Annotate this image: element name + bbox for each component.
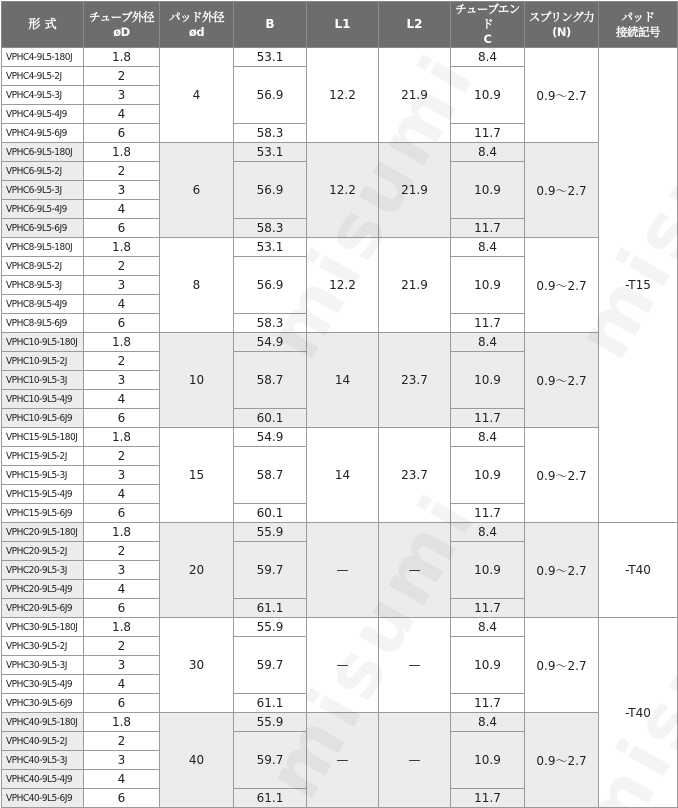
header-l2: L2 <box>379 2 451 48</box>
model-cell: VPHC30-9L5-2J <box>2 637 84 656</box>
pad-connection-cell: -T40 <box>599 523 678 618</box>
tube-od-cell: 2 <box>84 162 160 181</box>
spring-force-cell: 0.9～2.7 <box>525 523 599 618</box>
tube-end-cell: 11.7 <box>451 314 525 333</box>
b-cell: 59.7 <box>234 732 307 789</box>
model-cell: VPHC30-9L5-6J9 <box>2 694 84 713</box>
tube-od-cell: 3 <box>84 371 160 390</box>
tube-end-cell: 10.9 <box>451 162 525 219</box>
model-cell: VPHC6-9L5-3J <box>2 181 84 200</box>
model-cell: VPHC40-9L5-4J9 <box>2 770 84 789</box>
tube-od-cell: 2 <box>84 542 160 561</box>
tube-end-cell: 8.4 <box>451 48 525 67</box>
model-cell: VPHC40-9L5-180J <box>2 713 84 732</box>
model-cell: VPHC4-9L5-3J <box>2 86 84 105</box>
model-cell: VPHC15-9L5-2J <box>2 447 84 466</box>
tube-od-cell: 6 <box>84 409 160 428</box>
model-cell: VPHC6-9L5-180J <box>2 143 84 162</box>
model-cell: VPHC20-9L5-4J9 <box>2 580 84 599</box>
tube-od-cell: 3 <box>84 656 160 675</box>
table-body <box>2 48 678 808</box>
spring-force-cell: 0.9～2.7 <box>525 48 599 143</box>
model-cell: VPHC6-9L5-2J <box>2 162 84 181</box>
tube-od-cell: 6 <box>84 504 160 523</box>
pad-connection-cell: -T15 <box>599 48 678 523</box>
l2-cell: 21.9 <box>379 48 451 143</box>
b-cell: 53.1 <box>234 143 307 162</box>
tube-od-cell: 6 <box>84 314 160 333</box>
model-cell: VPHC15-9L5-4J9 <box>2 485 84 504</box>
tube-od-cell: 1.8 <box>84 48 160 67</box>
l1-cell: — <box>307 618 379 713</box>
header-b: B <box>234 2 307 48</box>
pad-od-cell: 15 <box>160 428 234 523</box>
model-cell: VPHC30-9L5-180J <box>2 618 84 637</box>
l2-cell: — <box>379 713 451 808</box>
tube-end-cell: 8.4 <box>451 618 525 637</box>
tube-od-cell: 4 <box>84 580 160 599</box>
tube-od-cell: 6 <box>84 219 160 238</box>
tube-end-cell: 11.7 <box>451 219 525 238</box>
tube-end-cell: 10.9 <box>451 67 525 124</box>
b-cell: 61.1 <box>234 599 307 618</box>
b-cell: 54.9 <box>234 428 307 447</box>
table-row <box>2 618 678 637</box>
tube-od-cell: 1.8 <box>84 618 160 637</box>
b-cell: 59.7 <box>234 542 307 599</box>
model-cell: VPHC30-9L5-3J <box>2 656 84 675</box>
tube-od-cell: 2 <box>84 732 160 751</box>
table-row <box>2 428 678 447</box>
model-cell: VPHC8-9L5-3J <box>2 276 84 295</box>
b-cell: 53.1 <box>234 238 307 257</box>
l1-cell: 14 <box>307 333 379 428</box>
tube-od-cell: 2 <box>84 447 160 466</box>
tube-od-cell: 3 <box>84 276 160 295</box>
spring-force-cell: 0.9～2.7 <box>525 238 599 333</box>
b-cell: 60.1 <box>234 409 307 428</box>
model-cell: VPHC4-9L5-180J <box>2 48 84 67</box>
header-spring: スプリング力 (N) <box>525 2 599 48</box>
header-pad-od: パッド外径 ød <box>160 2 234 48</box>
l1-cell: 12.2 <box>307 48 379 143</box>
model-cell: VPHC40-9L5-3J <box>2 751 84 770</box>
tube-od-cell: 4 <box>84 485 160 504</box>
tube-od-cell: 6 <box>84 694 160 713</box>
tube-od-cell: 6 <box>84 789 160 808</box>
model-cell: VPHC4-9L5-2J <box>2 67 84 86</box>
model-cell: VPHC8-9L5-180J <box>2 238 84 257</box>
l1-cell: 12.2 <box>307 143 379 238</box>
model-cell: VPHC15-9L5-180J <box>2 428 84 447</box>
tube-end-cell: 11.7 <box>451 409 525 428</box>
pad-od-cell: 8 <box>160 238 234 333</box>
header-model: 形 式 <box>2 2 84 48</box>
header-pad-connection: パッド 接続記号 <box>599 2 678 48</box>
tube-end-cell: 8.4 <box>451 143 525 162</box>
model-cell: VPHC40-9L5-2J <box>2 732 84 751</box>
table-row <box>2 333 678 352</box>
tube-od-cell: 2 <box>84 67 160 86</box>
pad-od-cell: 6 <box>160 143 234 238</box>
table-row <box>2 713 678 732</box>
l1-cell: 12.2 <box>307 238 379 333</box>
b-cell: 60.1 <box>234 504 307 523</box>
tube-od-cell: 2 <box>84 637 160 656</box>
table-row <box>2 48 678 67</box>
tube-end-cell: 10.9 <box>451 732 525 789</box>
model-cell: VPHC20-9L5-2J <box>2 542 84 561</box>
tube-end-cell: 11.7 <box>451 599 525 618</box>
tube-end-cell: 10.9 <box>451 352 525 409</box>
spring-force-cell: 0.9～2.7 <box>525 428 599 523</box>
model-cell: VPHC15-9L5-6J9 <box>2 504 84 523</box>
model-cell: VPHC10-9L5-6J9 <box>2 409 84 428</box>
model-cell: VPHC20-9L5-180J <box>2 523 84 542</box>
tube-end-cell: 10.9 <box>451 542 525 599</box>
model-cell: VPHC20-9L5-6J9 <box>2 599 84 618</box>
tube-end-cell: 8.4 <box>451 523 525 542</box>
model-cell: VPHC8-9L5-6J9 <box>2 314 84 333</box>
pad-od-cell: 20 <box>160 523 234 618</box>
spring-force-cell: 0.9～2.7 <box>525 713 599 808</box>
tube-od-cell: 1.8 <box>84 333 160 352</box>
table-row <box>2 238 678 257</box>
b-cell: 55.9 <box>234 523 307 542</box>
tube-od-cell: 4 <box>84 390 160 409</box>
tube-od-cell: 6 <box>84 599 160 618</box>
model-cell: VPHC8-9L5-2J <box>2 257 84 276</box>
tube-od-cell: 4 <box>84 105 160 124</box>
b-cell: 61.1 <box>234 694 307 713</box>
model-cell: VPHC20-9L5-3J <box>2 561 84 580</box>
model-cell: VPHC10-9L5-3J <box>2 371 84 390</box>
l2-cell: 23.7 <box>379 333 451 428</box>
tube-od-cell: 2 <box>84 352 160 371</box>
model-cell: VPHC10-9L5-180J <box>2 333 84 352</box>
model-cell: VPHC4-9L5-6J9 <box>2 124 84 143</box>
pad-od-cell: 10 <box>160 333 234 428</box>
b-cell: 53.1 <box>234 48 307 67</box>
tube-end-cell: 8.4 <box>451 238 525 257</box>
b-cell: 58.3 <box>234 124 307 143</box>
tube-end-cell: 8.4 <box>451 428 525 447</box>
b-cell: 58.7 <box>234 352 307 409</box>
model-cell: VPHC15-9L5-3J <box>2 466 84 485</box>
tube-od-cell: 4 <box>84 295 160 314</box>
tube-end-cell: 8.4 <box>451 333 525 352</box>
header-l1: L1 <box>307 2 379 48</box>
tube-od-cell: 4 <box>84 200 160 219</box>
pad-od-cell: 40 <box>160 713 234 808</box>
tube-od-cell: 1.8 <box>84 713 160 732</box>
l1-cell: 14 <box>307 428 379 523</box>
tube-end-cell: 11.7 <box>451 124 525 143</box>
tube-end-cell: 10.9 <box>451 637 525 694</box>
tube-od-cell: 4 <box>84 770 160 789</box>
b-cell: 55.9 <box>234 713 307 732</box>
spring-force-cell: 0.9～2.7 <box>525 333 599 428</box>
spring-force-cell: 0.9～2.7 <box>525 618 599 713</box>
tube-od-cell: 3 <box>84 751 160 770</box>
header-tube-od: チューブ外径 øD <box>84 2 160 48</box>
tube-od-cell: 4 <box>84 675 160 694</box>
pad-od-cell: 4 <box>160 48 234 143</box>
model-cell: VPHC4-9L5-4J9 <box>2 105 84 124</box>
b-cell: 58.3 <box>234 314 307 333</box>
tube-od-cell: 6 <box>84 124 160 143</box>
b-cell: 54.9 <box>234 333 307 352</box>
b-cell: 61.1 <box>234 789 307 808</box>
tube-od-cell: 3 <box>84 466 160 485</box>
tube-od-cell: 3 <box>84 86 160 105</box>
table-row <box>2 143 678 162</box>
model-cell: VPHC8-9L5-4J9 <box>2 295 84 314</box>
tube-od-cell: 1.8 <box>84 143 160 162</box>
b-cell: 59.7 <box>234 637 307 694</box>
b-cell: 56.9 <box>234 67 307 124</box>
tube-end-cell: 10.9 <box>451 257 525 314</box>
b-cell: 55.9 <box>234 618 307 637</box>
tube-od-cell: 3 <box>84 561 160 580</box>
model-cell: VPHC40-9L5-6J9 <box>2 789 84 808</box>
tube-od-cell: 1.8 <box>84 428 160 447</box>
l2-cell: 21.9 <box>379 238 451 333</box>
tube-od-cell: 3 <box>84 181 160 200</box>
pad-od-cell: 30 <box>160 618 234 713</box>
l1-cell: — <box>307 713 379 808</box>
tube-end-cell: 10.9 <box>451 447 525 504</box>
pad-connection-cell: -T40 <box>599 618 678 808</box>
tube-od-cell: 1.8 <box>84 238 160 257</box>
l2-cell: 23.7 <box>379 428 451 523</box>
l2-cell: — <box>379 523 451 618</box>
header-row <box>2 2 678 48</box>
tube-end-cell: 8.4 <box>451 713 525 732</box>
b-cell: 56.9 <box>234 257 307 314</box>
tube-od-cell: 1.8 <box>84 523 160 542</box>
b-cell: 58.7 <box>234 447 307 504</box>
tube-end-cell: 11.7 <box>451 694 525 713</box>
spec-table <box>1 1 678 808</box>
model-cell: VPHC10-9L5-4J9 <box>2 390 84 409</box>
tube-end-cell: 11.7 <box>451 789 525 808</box>
spring-force-cell: 0.9～2.7 <box>525 143 599 238</box>
l2-cell: — <box>379 618 451 713</box>
table-row <box>2 523 678 542</box>
model-cell: VPHC10-9L5-2J <box>2 352 84 371</box>
model-cell: VPHC6-9L5-6J9 <box>2 219 84 238</box>
model-cell: VPHC6-9L5-4J9 <box>2 200 84 219</box>
tube-od-cell: 2 <box>84 257 160 276</box>
tube-end-cell: 11.7 <box>451 504 525 523</box>
model-cell: VPHC30-9L5-4J9 <box>2 675 84 694</box>
l1-cell: — <box>307 523 379 618</box>
l2-cell: 21.9 <box>379 143 451 238</box>
b-cell: 56.9 <box>234 162 307 219</box>
b-cell: 58.3 <box>234 219 307 238</box>
header-tube-end: チューブエンド C <box>451 2 525 48</box>
